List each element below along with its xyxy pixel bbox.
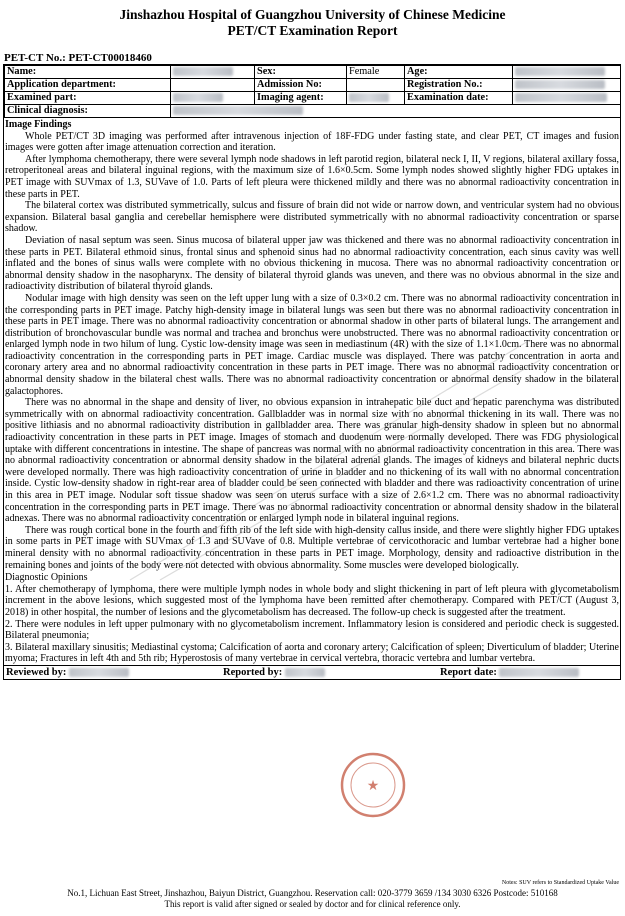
sex-label: Sex:: [255, 66, 347, 79]
name-label: Name:: [5, 66, 171, 79]
findings-paragraph: There was no abnormal in the shape and density of liver, no obvious expansion in intrahepatic bile duct and hepatic parenchyma was distributed symmetrically with on abnormal radioactivity concentration. Gallbladder was in normal size with no abnormal thickening in its wall. There was no positive lithiasis and no abnormal radioactivity distribution in gallbladder area. There was granular high-density shadow in spleen but no abnormal radioactivity concentration in these parts in PET image. Images of stomach and duodenum were normally developed. There was FDG physiological uptake with different concentrations in intestine. The shape of pancreas was normal with no abnormal radioactivity concentration in this area. There was no abnormal radioactivity concentration or abnormal density shadow in the bilateral adrenal glands. The images of kidneys and bilateral nephric ducts were developed normally. There was high radioactivity concentration of urine in bladder and no thickening of its wall with no abnormal concentration inside. Cystic low-density shadow in right-rear area of bladder could be seen connected with bladder and there was radioactivity concentration of urine in this area in PET image. Nodular soft tissue shadow was seen on uterus surface with a size of 2.6×1.2 cm. There was no abnormal radioactivity concentration in the corresponding parts in PET image. There was no abnormal radioactivity concentration or abnormal density shadow in the bilateral adnexas. There was no abnormal radioactivity concentration or enlarged lymph node in bilateral inguinal regions.: [5, 397, 619, 525]
reported-by-label: Reported by:: [223, 666, 283, 678]
opinion-item: 2. There were nodules in left upper pulmonary with no glycometabolism increment. Inflammatory lesion is considered and periodic check is suggested. Bilateral pneumonia;: [5, 618, 619, 642]
age-label: Age:: [405, 66, 513, 79]
hospital-address: No.1, Lichuan East Street, Jinshazhou, Baiyun District, Guangzhou. Reservation call: 020-3779 3659 /134 3030 6326 Postcode: 510168: [67, 888, 558, 898]
info-row-4: [5, 105, 621, 118]
examined-part-value-redacted: [171, 92, 255, 105]
patient-info-table: [4, 65, 621, 118]
diagnostic-opinions-title: Diagnostic Opinions: [5, 572, 88, 584]
hospital-seal: [338, 750, 408, 820]
report-date: [438, 666, 579, 679]
validity-statement: This report is valid after signed or sealed by doctor and for clinical reference only.: [164, 899, 461, 909]
seal-star-icon: ★: [366, 778, 380, 794]
hospital-name: Jinshazhou Hospital of Guangzhou University of Chinese Medicine: [119, 7, 506, 22]
imaging-agent-value-redacted: [347, 92, 405, 105]
age-value-redacted: [513, 66, 621, 79]
exam-date-label: Examination date:: [405, 92, 513, 105]
opinions-body: [4, 584, 620, 665]
signature-row: [4, 665, 620, 679]
registration-value-redacted: [513, 79, 621, 92]
info-row-2: [5, 79, 621, 92]
report-header: [0, 0, 625, 39]
examined-part-label: Examined part:: [5, 92, 171, 105]
findings-paragraph: Nodular image with high density was seen on the left upper lung with a size of 0.3×0.2 cm. There was no abnormal radioactivity concentration in the corresponding parts in PET image. Patchy high-density image in bilateral lungs was seen but there was no abnormal radioactivity concentration in these parts in PET image. There was no abnormal radioactivity concentration or abnormal shadow in other parts of bilateral lungs. The arrangement and distribution of bronchovascular bundle was normal and trachea and bronchus were unobstructed. There was no abnormal radioactivity concentration or enlarged lymph node in two hilum of lung. Cystic low-density image was seen in mediastinum (4R) with the size of 1.1×1.0cm. There was no abnormal radioactivity concentration in the corresponding parts in PET image. Cardiac muscle was displayed. There was patchy concentration in aorta and coronary artery area and no abnormal radioactivity concentration in these parts in PET image. There was no abnormal radioactivity concentration or abnormal density shadow in the bilateral chest walls. There was no abnormal radioactivity concentration or abnormal density shadow in the bilateral galactophores.: [5, 292, 619, 397]
admission-value: [347, 79, 405, 92]
report-date-label: Report date:: [440, 666, 497, 678]
findings-paragraph: Whole PET/CT 3D imaging was performed after intravenous injection of 18F-FDG under fasting state, and clear PET, CT images and fusion images were gotten after image attenuation correction and iteration.: [5, 130, 619, 154]
report-sheet: [3, 64, 621, 680]
name-value-redacted: [171, 66, 255, 79]
clinical-diagnosis-label: Clinical diagnosis:: [5, 105, 171, 118]
findings-paragraph: After lymphoma chemotherapy, there were several lymph node shadows in left parotid region, bilateral neck I, II, V regions, bilateral axillary fossa, retroperitoneal areas and bilateral inguinal regions, with the maximum size of 1.6×0.5cm. Some lymph nodes showed slightly higher FDG uptakes in PET image with SUVmax of 1.3, SUVave of 1.0. Parts of left pleura were thickened mildly and there was no abnormal radioactivity concentration in these parts in PET.: [5, 153, 619, 200]
findings-paragraph: There was rough cortical bone in the fourth and fifth rib of the left side with high-density callus inside, and there were slightly higher FDG uptakes in some parts in PET image with SUVmax of 1.3 and SUVave of 0.8. Multiple vertebrae of cervicothoracic and lumbar vertebrae had a higher bone mineral density with no abnormal radioactivity concentration in these parts in PET image. Morphology, density and radioactive distribution in the remaining bones and joints of the body were not detected with obvious abnormality. Some muscles were developed biologically.: [5, 524, 619, 571]
pet-ct-number: PET-CT No.: PET-CT00018460: [4, 52, 152, 64]
department-value: [171, 79, 255, 92]
report-title: PET/CT Examination Report: [227, 23, 398, 38]
seal-ring: [342, 754, 404, 816]
findings-paragraph: Deviation of nasal septum was seen. Sinus mucosa of bilateral upper jaw was thickened and there was no abnormal radioactivity concentration in these parts in PET. Bilateral ethmoid sinus, frontal sinus and sphenoid sinus had no abnormal radioactivity concentration, each sinus cavity was well inflated and the bones of sinus walls were complete with no obvious thickening in mucosa. There was no abnormal radioactivity concentration or abnormal density shadow in the nasopharynx. The density of bilateral thyroid glands was uneven, and there was no obvious abnormal in the size and radioactivity distribution of bilateral thyroid glands.: [5, 234, 619, 293]
address-block: [0, 888, 625, 910]
opinion-item: 1. After chemotherapy of lymphoma, there were multiple lymph nodes in whole body and slight thickening in part of left pleura with glycometabolism increment in the above lesions, which suggested most of the lymphoma have been remitted after chemotherapy. Compared with PET/CT (August 3, 2018) in other hospital, the number of lesions and the glycometabolism has decreased. The follow-up check is suggested after the treatment.: [5, 583, 619, 618]
reviewed-by: [4, 666, 221, 679]
seal-inner-ring: [351, 763, 395, 807]
opinion-item: 3. Bilateral maxillary sinusitis; Mediastinal cystoma; Calcification of aorta and coronary artery; Calcification of spleen; Diverticulum of bladder; Uterine myoma; Fractures in left 4th and 5th rib; Hyperostosis of many vertebrae in cervical vertebra, thoracic vertebra and lumbar vertebra.: [5, 641, 619, 665]
registration-label: Registration No.:: [405, 79, 513, 92]
sex-value: Female: [347, 66, 405, 79]
admission-label: Admission No:: [255, 79, 347, 92]
exam-date-value-redacted: [513, 92, 621, 105]
info-row-1: [5, 66, 621, 79]
imaging-agent-label: Imaging agent:: [255, 92, 347, 105]
department-label: Application department:: [5, 79, 171, 92]
image-findings-title: Image Findings: [5, 119, 72, 130]
findings-body: [4, 131, 620, 572]
clinical-diagnosis-value-redacted: [171, 105, 621, 118]
reported-by: [221, 666, 438, 679]
findings-paragraph: The bilateral cortex was distributed symmetrically, sulcus and fissure of brain did not wide or narrow down, and ventricular system had no obvious expansion. Bilateral basal ganglia and cerebellar hemisphere were distributed symmetrically with no abnormal radioactivity concentration or sparse shadow.: [5, 200, 619, 235]
info-row-3: [5, 92, 621, 105]
suv-note: Notes: SUV refers to Standardized Uptake Value: [501, 880, 619, 886]
reviewed-by-label: Reviewed by:: [6, 666, 67, 678]
